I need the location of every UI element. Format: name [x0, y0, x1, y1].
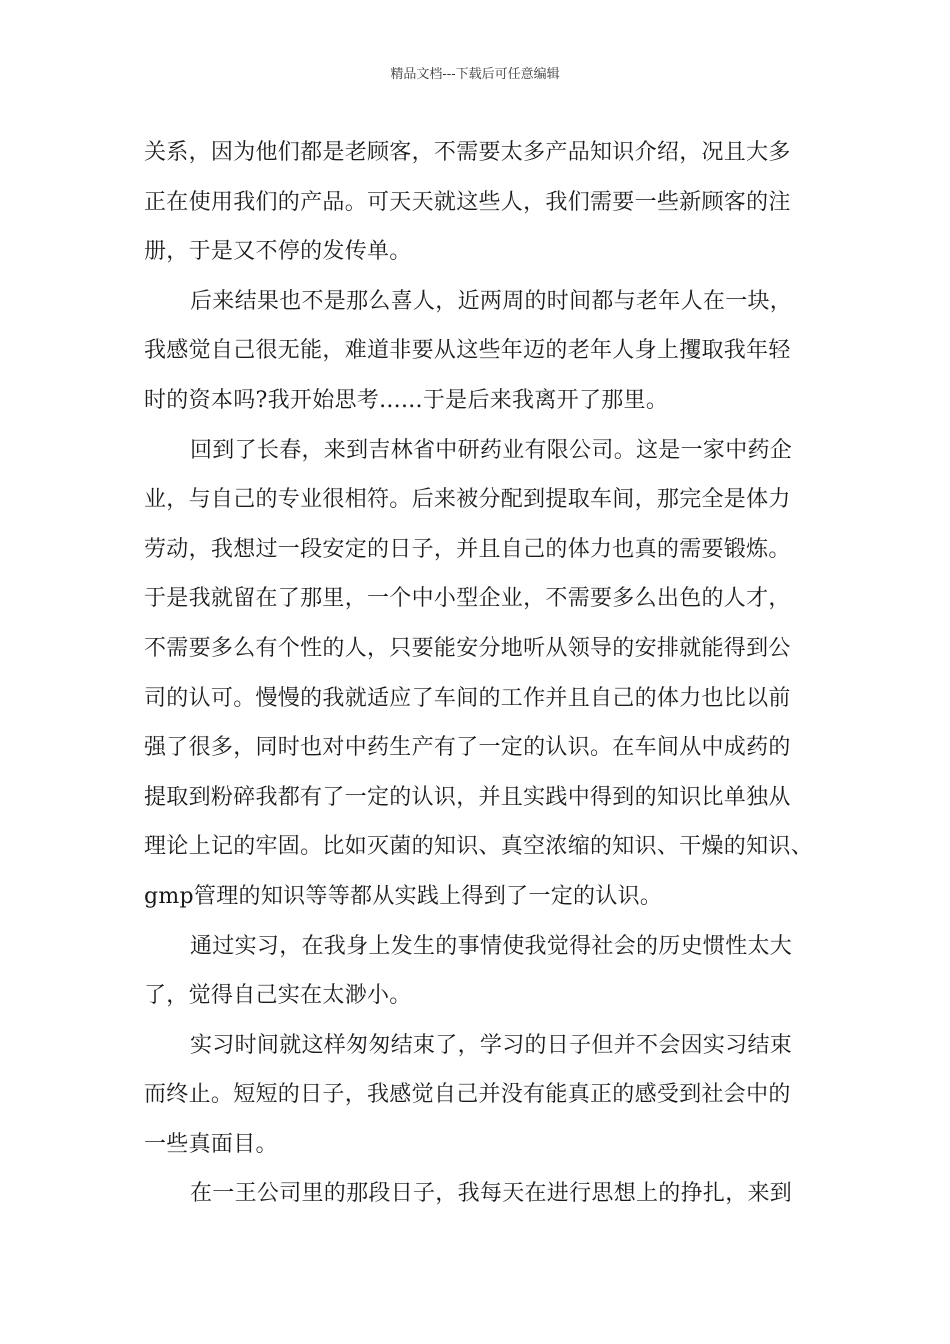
text-line: 了，觉得自己实在太渺小。	[144, 983, 412, 1009]
text-line: 业，与自己的专业很相符。后来被分配到提取车间，那完全是体力	[144, 487, 791, 513]
text-line: 一些真面目。	[144, 1131, 278, 1157]
text-line: 正在使用我们的产品。可天天就这些人，我们需要一些新顾客的注	[144, 189, 791, 215]
text-line: 于是我就留在了那里，一个中小型企业，不需要多么出色的人才，	[144, 586, 791, 612]
paragraph-first-line: 后来结果也不是那么喜人，近两周的时间都与老年人在一块，	[190, 288, 793, 314]
text-line: 理论上记的牢固。比如灭菌的知识、真空浓缩的知识、干燥的知识、	[144, 834, 814, 860]
document-body	[144, 128, 824, 1219]
text-line: 而终止。短短的日子，我感觉自己并没有能真正的感受到社会中的	[144, 1082, 791, 1108]
text-line: 强了很多，同时也对中药生产有了一定的认识。在车间从中成药的	[144, 735, 791, 761]
text-line: 关系，因为他们都是老顾客，不需要太多产品知识介绍，况且大多	[144, 140, 791, 165]
paragraph-first-line: 回到了长春，来到吉林省中研药业有限公司。这是一家中药企	[190, 437, 793, 463]
paragraph-first-line: 通过实习，在我身上发生的事情使我觉得社会的历史惯性太大	[190, 933, 793, 959]
text-line: 劳动，我想过一段安定的日子，并且自己的体力也真的需要锻炼。	[144, 536, 791, 562]
paragraph-first-line: 在一王公司里的那段日子，我每天在进行思想上的挣扎，来到	[190, 1181, 793, 1207]
text-line: 我感觉自己很无能，难道非要从这些年迈的老年人身上攫取我年轻	[144, 338, 791, 364]
text-line: gmp管理的知识等等都从实践上得到了一定的认识。	[144, 883, 663, 909]
text-line: 册，于是又不停的发传单。	[144, 239, 412, 265]
text-line: 时的资本吗?我开始思考......于是后来我离开了那里。	[144, 387, 669, 413]
text-line: 司的认可。慢慢的我就适应了车间的工作并且自己的体力也比以前	[144, 685, 791, 711]
page-header: 精品文档---下载后可任意编辑	[390, 67, 560, 82]
text-line: 提取到粉碎我都有了一定的认识，并且实践中得到的知识比单独从	[144, 784, 791, 810]
paragraph-first-line: 实习时间就这样匆匆结束了，学习的日子但并不会因实习结束	[190, 1032, 793, 1058]
text-line: 不需要多么有个性的人，只要能安分地听从领导的安排就能得到公	[144, 635, 791, 661]
